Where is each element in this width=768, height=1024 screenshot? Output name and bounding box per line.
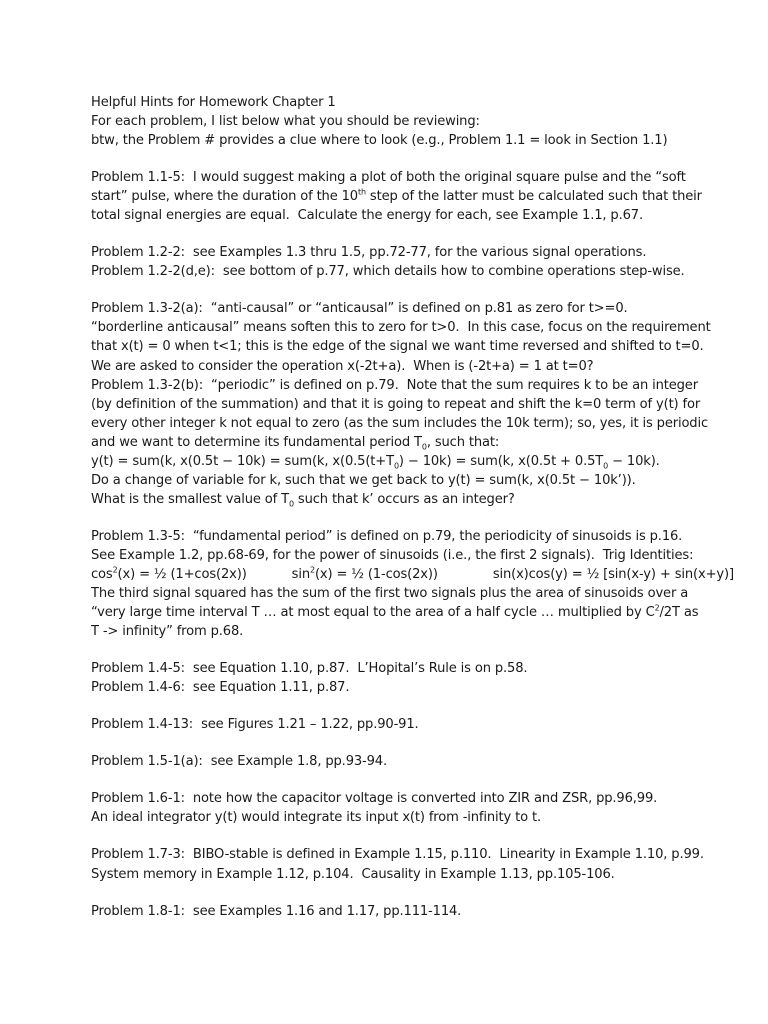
text-line: The third signal squared has the sum of the first two signals plus the area of sinusoids over a xyxy=(91,586,689,602)
text-span: /2T as xyxy=(659,605,699,621)
intro-line: For each problem, I list below what you should be reviewing: xyxy=(91,114,480,130)
text-line: Problem 1.6-1: note how the capacitor voltage is converted into ZIR and ZSR, pp.96,99. xyxy=(91,791,658,807)
text-line: that x(t) = 0 when t<1; this is the edge of the signal we want time reversed and shifted to t=0. xyxy=(91,339,704,355)
text-span: ) − 10k) = sum(k, x(0.5t + 0.5T xyxy=(398,453,604,469)
hint-problem-1-1-5 xyxy=(91,168,702,225)
btw-line: btw, the Problem # provides a clue where to look (e.g., Problem 1.1 = look in Section 1.1) xyxy=(91,133,668,149)
text-line: Problem 1.3-2(b): “periodic” is defined on p.79. Note that the sum requires k to be an integer xyxy=(91,377,698,393)
text-span: step of the latter must be calculated such that their xyxy=(365,189,702,205)
text-span: and we want to determine its fundamental period T xyxy=(91,434,422,450)
superscript: th xyxy=(357,187,366,197)
subscript: 0 xyxy=(603,461,609,471)
text-line xyxy=(91,490,691,509)
text-line xyxy=(91,433,691,452)
hint-problem-1-5 xyxy=(91,752,691,771)
text-line: We are asked to consider the operation x(-2t+a). When is (-2t+a) = 1 at t=0? xyxy=(91,358,594,374)
text-line: Problem 1.3-2(a): “anti-causal” or “anticausal” is defined on p.81 as zero for t>=0. xyxy=(91,301,628,317)
text-line: Problem 1.8-1: see Examples 1.16 and 1.17, pp.111-114. xyxy=(91,903,462,919)
text-span: What is the smallest value of T xyxy=(91,491,289,507)
text-span: such that k’ occurs as an integer? xyxy=(293,491,515,507)
text-line: “borderline anticausal” means soften this to zero for t>0. In this case, focus on the requirement xyxy=(91,320,711,336)
equation-line xyxy=(91,452,691,471)
text-line: Problem 1.5-1(a): see Example 1.8, pp.93-94. xyxy=(91,754,388,770)
document-title: Helpful Hints for Homework Chapter 1 xyxy=(91,95,336,110)
text-span: y(t) = sum(k, x(0.5t − 10k) = sum(k, x(0.5(t+T xyxy=(91,453,394,469)
text-line: An ideal integrator y(t) would integrate its input x(t) from -infinity to t. xyxy=(91,810,541,826)
document-page xyxy=(91,93,734,921)
hint-problem-1-4 xyxy=(91,659,691,734)
text-line: Problem 1.2-2(d,e): see bottom of p.77, which details how to combine operations step-wise. xyxy=(91,264,685,280)
text-line: T -> infinity” from p.68. xyxy=(91,624,244,640)
text-span: , such that: xyxy=(426,434,500,450)
text-line xyxy=(91,603,699,622)
text-line xyxy=(91,187,702,206)
superscript: 2 xyxy=(654,603,660,613)
subscript: 0 xyxy=(393,461,399,471)
text-line: total signal energies are equal. Calculate the energy for each, see Example 1.1, p.67. xyxy=(91,208,643,224)
hint-problem-1-2 xyxy=(91,243,691,281)
text-span: cos xyxy=(91,566,113,582)
hint-problem-1-8 xyxy=(91,902,691,921)
hint-problem-1-7 xyxy=(91,845,704,883)
text-span: (x) = ½ (1+cos(2x)) xyxy=(117,566,247,582)
text-span: − 10k). xyxy=(608,453,660,469)
text-span: “very large time interval T … at most equal to the area of a half cycle … multiplied by C xyxy=(91,605,655,621)
superscript: 2 xyxy=(112,565,118,575)
subscript: 0 xyxy=(421,442,427,452)
hint-problem-1-3-5 xyxy=(91,527,734,641)
text-line: Problem 1.4-6: see Equation 1.11, p.87. xyxy=(91,680,350,696)
text-line: (by definition of the summation) and that it is going to repeat and shift the k=0 term of y(t) for xyxy=(91,396,701,412)
hint-problem-1-3-2 xyxy=(91,299,711,509)
text-line: Do a change of variable for k, such that we get back to y(t) = sum(k, x(0.5t − 10k’)). xyxy=(91,472,636,488)
text-line: System memory in Example 1.12, p.104. Causality in Example 1.13, pp.105-106. xyxy=(91,866,615,882)
text-span: (x) = ½ (1-cos(2x)) xyxy=(314,566,438,582)
superscript: 2 xyxy=(309,565,315,575)
text-line: See Example 1.2, pp.68-69, for the power of sinusoids (i.e., the first 2 signals). Trig Identities: xyxy=(91,547,694,563)
text-line: Problem 1.7-3: BIBO-stable is defined in Example 1.15, p.110. Linearity in Example 1.10, p.99. xyxy=(91,847,704,863)
hint-problem-1-6 xyxy=(91,789,691,827)
text-line: every other integer k not equal to zero (as the sum includes the 10k term); so, yes, it is periodic xyxy=(91,415,709,431)
text-line: Problem 1.2-2: see Examples 1.3 thru 1.5, pp.72-77, for the various signal operations. xyxy=(91,245,647,261)
text-span: start” pulse, where the duration of the 10 xyxy=(91,189,358,205)
text-span: sin xyxy=(291,566,310,582)
trig-identities-line xyxy=(91,565,734,584)
text-line: Problem 1.3-5: “fundamental period” is defined on p.79, the periodicity of sinusoids is p.16. xyxy=(91,528,683,544)
text-span: sin(x)cos(y) = ½ [sin(x-y) + sin(x+y)] xyxy=(492,566,734,582)
text-line: Problem 1.4-5: see Equation 1.10, p.87. L’Hopital’s Rule is on p.58. xyxy=(91,661,528,677)
subscript: 0 xyxy=(288,499,294,509)
text-line: Problem 1.1-5: I would suggest making a plot of both the original square pulse and the “soft xyxy=(91,170,686,186)
text-line: Problem 1.4-13: see Figures 1.21 – 1.22, pp.90-91. xyxy=(91,717,419,733)
